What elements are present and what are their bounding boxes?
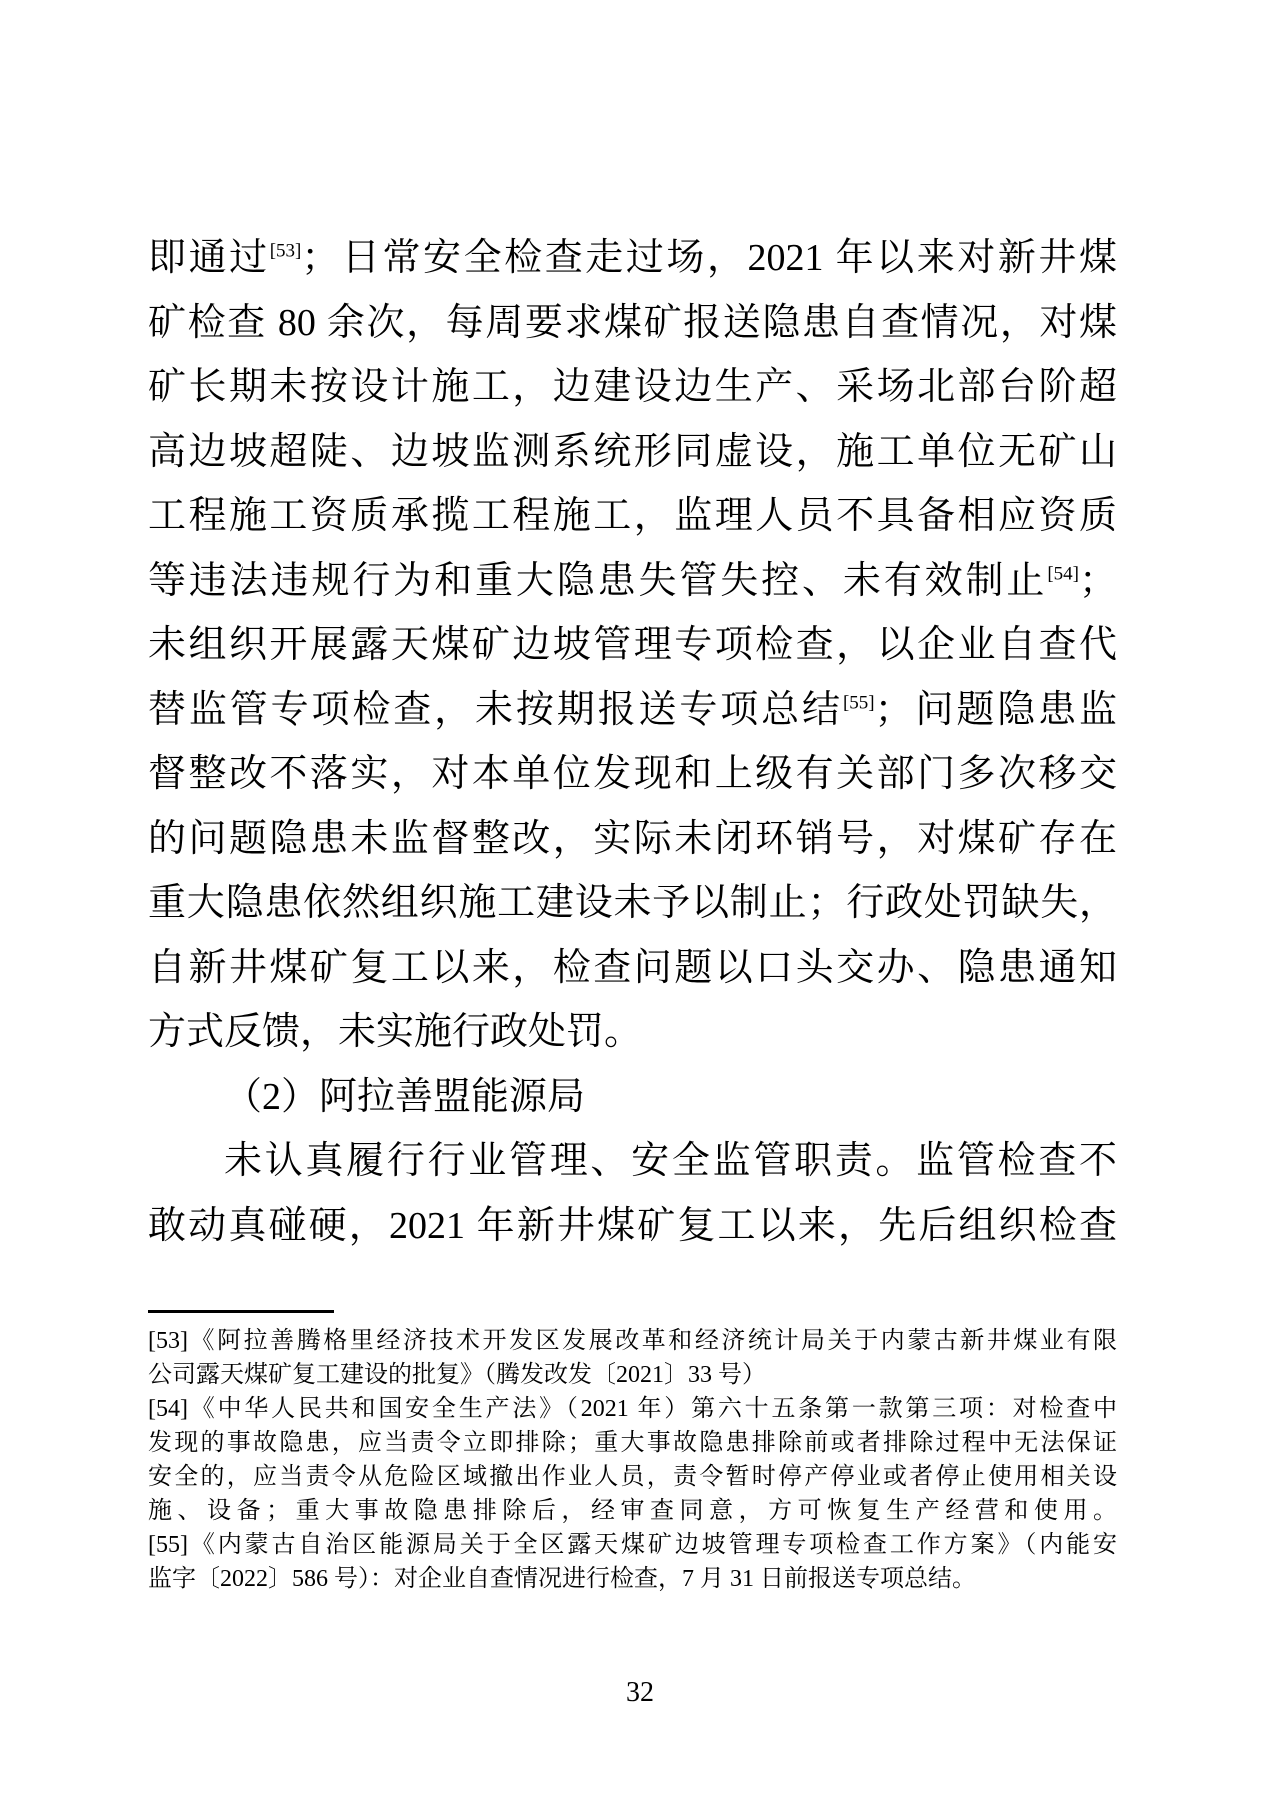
page-number: 32 <box>626 1677 654 1708</box>
body-line <box>148 807 1117 872</box>
body-text-segment: 矿长期未按设计施工，边建设边生产、采场北部台阶超 <box>148 366 1117 408</box>
body-line <box>148 936 1117 1001</box>
footnote-line: 发现的事故隐患，应当责令立即排除；重大事故隐患排除前或者排除过程中无法保证 <box>148 1430 1117 1456</box>
body-line <box>148 678 1117 743</box>
body-text-segment: ； <box>1078 559 1117 602</box>
footnote-line: 施、设备；重大事故隐患排除后，经审查同意，方可恢复生产经营和使用。 <box>148 1498 1117 1524</box>
body-line <box>148 420 1117 485</box>
body-text-segment: 未认真履行行业管理、安全监管职责。监管检查不 <box>224 1140 1117 1182</box>
body-text-segment: 工程施工资质承揽工程施工，监理人员不具备相应资质 <box>148 495 1117 537</box>
body-text-segment: 重大隐患依然组织施工建设未予以制止；行政处罚缺失， <box>148 882 1117 924</box>
footnote-line: 监字〔2022〕586 号）：对企业自查情况进行检查，7 月 31 日前报送专项总结。 <box>148 1566 976 1592</box>
body-text-segment: ；问题隐患监 <box>874 688 1117 731</box>
body-text-segment: 督整改不落实，对本单位发现和上级有关部门多次移交 <box>148 753 1117 795</box>
body-line <box>148 291 1117 356</box>
body-text-segment: （2）阿拉善盟能源局 <box>224 1075 586 1118</box>
body-line <box>148 1194 1117 1259</box>
body-line <box>148 549 1117 614</box>
body-line <box>148 355 1117 420</box>
footnotes-section <box>148 1324 1117 1596</box>
body-line <box>148 1065 1117 1130</box>
footnote-reference-marker: [54] <box>1047 562 1079 584</box>
body-text-segment: 矿检查 80 余次，每周要求煤矿报送隐患自查情况，对煤 <box>148 301 1117 344</box>
body-line <box>148 226 1117 291</box>
body-text-segment: 未组织开展露天煤矿边坡管理专项检查，以企业自查代 <box>148 624 1117 666</box>
footnote-separator <box>148 1310 334 1313</box>
body-line <box>148 1000 1117 1065</box>
body-text-segment: 高边坡超陡、边坡监测系统形同虚设，施工单位无矿山 <box>148 430 1117 473</box>
body-text-segment: 自新井煤矿复工以来，检查问题以口头交办、隐患通知 <box>148 946 1117 989</box>
footnote-line: [54]《中华人民共和国安全生产法》（2021 年）第六十五条第一款第三项：对检查中 <box>148 1396 1117 1422</box>
body-line <box>148 484 1117 549</box>
body-text-segment: 的问题隐患未监督整改，实际未闭环销号，对煤矿存在 <box>148 817 1117 860</box>
body-line <box>148 1129 1117 1194</box>
body-line <box>148 742 1117 807</box>
body-text-segment: 方式反馈，未实施行政处罚。 <box>148 1011 643 1053</box>
body-text-segment: 等违法违规行为和重大隐患失管失控、未有效制止 <box>148 559 1048 602</box>
footnote-reference-marker: [53] <box>269 240 302 262</box>
document-body <box>148 226 1117 1258</box>
body-text-segment: 即通过 <box>148 237 270 279</box>
body-text-segment: 敢动真碰硬，2021 年新井煤矿复工以来，先后组织检查 <box>148 1204 1117 1247</box>
body-text-segment: 替监管专项检查，未按期报送专项总结 <box>148 688 843 731</box>
body-line <box>148 871 1117 936</box>
footnote-reference-marker: [55] <box>842 691 875 713</box>
footnote-line: 公司露天煤矿复工建设的批复》（腾发改发〔2021〕33 号） <box>148 1362 766 1388</box>
body-line <box>148 613 1117 678</box>
footnote-line: [55]《内蒙古自治区能源局关于全区露天煤矿边坡管理专项检查工作方案》（内能安 <box>148 1532 1117 1558</box>
footnote-line: [53]《阿拉善腾格里经济技术开发区发展改革和经济统计局关于内蒙古新井煤业有限 <box>148 1328 1117 1354</box>
footnote-line: 安全的，应当责令从危险区域撤出作业人员，责令暂时停产停业或者停止使用相关设 <box>148 1464 1117 1490</box>
body-text-segment: ；日常安全检查走过场，2021 年以来对新井煤 <box>301 237 1117 279</box>
